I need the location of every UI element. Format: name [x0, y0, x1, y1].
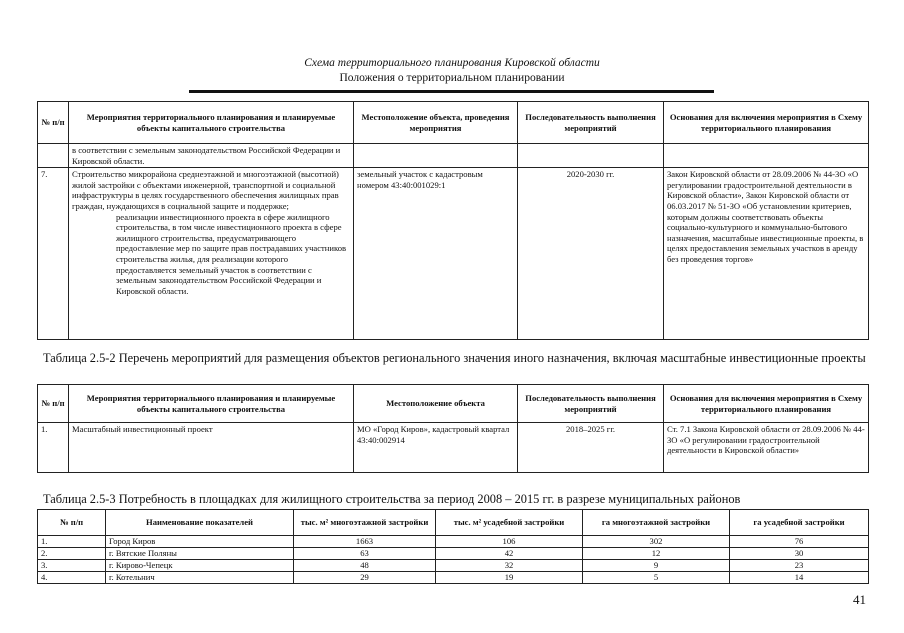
measure-name: Масштабный инвестиционный проект	[69, 423, 354, 473]
continuation-text: в соответствии с земельным законодательством Российской Федерации и Кировской области.	[69, 144, 354, 168]
district-name: г. Вятские Поляны	[106, 548, 294, 560]
column-header-sequence: Последовательность выполнения мероприятий	[518, 385, 664, 423]
value-cell: 48	[294, 560, 436, 572]
basis-cell: Ст. 7.1 Закона Кировской области от 28.09.2006 № 44-ЗО «О регулировании градостроительной деятельности в Кировской области»	[664, 423, 869, 473]
row-number: 1.	[38, 536, 106, 548]
table2-caption: Таблица 2.5-2 Перечень мероприятий для размещения объектов регионального значения иного назначения, включая масштабные инвестиционные проекты	[43, 351, 866, 365]
column-header-multistorey-area: тыс. м² многоэтажной застройки	[294, 510, 436, 536]
period-cell: 2018–2025 гг.	[518, 423, 664, 473]
value-cell: 23	[730, 560, 869, 572]
value-cell: 42	[436, 548, 583, 560]
table-header-row	[38, 102, 869, 144]
column-header-measures: Мероприятия территориального планирования и планируемые объекты капитального строительства	[69, 102, 354, 144]
table-row	[38, 560, 869, 572]
page-number: 41	[853, 592, 866, 607]
value-cell: 9	[583, 560, 730, 572]
column-header-multistorey-ha: га многоэтажной застройки	[583, 510, 730, 536]
value-cell: 302	[583, 536, 730, 548]
table-row	[38, 168, 869, 340]
measures-table	[37, 101, 869, 340]
value-cell: 19	[436, 572, 583, 584]
column-header-sequence: Последовательность выполнения мероприятий	[518, 102, 664, 144]
table-row	[38, 144, 869, 168]
column-header-estate-ha: га усадебной застройки	[730, 510, 869, 536]
location-cell: МО «Город Киров», кадастровый квартал 43:40:002914	[354, 423, 518, 473]
table-row	[38, 548, 869, 560]
regional-objects-table	[37, 384, 869, 473]
column-header-measures: Мероприятия территориального планирования и планируемые объекты капитального строительства	[69, 385, 354, 423]
location-cell: земельный участок с кадастровым номером 43:40:001029:1	[354, 168, 518, 340]
table-row	[38, 572, 869, 584]
column-header-estate-area: тыс. м² усадебной застройки	[436, 510, 583, 536]
table-row	[38, 536, 869, 548]
value-cell: 5	[583, 572, 730, 584]
row-number: 4.	[38, 572, 106, 584]
row-number: 7.	[38, 168, 69, 340]
value-cell: 30	[730, 548, 869, 560]
basis-cell: Закон Кировской области от 28.09.2006 № 44-ЗО «О регулировании градостроительной деятельности в Кировской области», Закон Кировской области от 06.03.2017 № 51-ЗО «Об установлении критериев, которым должны соответствовать объекты социально-культурного и коммунально-бытового назначения, масштабные инвестиционные проекты, в целях предоставления земельных участков в аренду без проведения торгов»	[664, 168, 869, 340]
district-name: г. Котельнич	[106, 572, 294, 584]
value-cell: 29	[294, 572, 436, 584]
column-header-indicator: Наименование показателей	[106, 510, 294, 536]
district-name: Город Киров	[106, 536, 294, 548]
column-header-location: Местоположение объекта	[354, 385, 518, 423]
table-row	[38, 423, 869, 473]
district-name: г. Кирово-Чепецк	[106, 560, 294, 572]
value-cell: 12	[583, 548, 730, 560]
row-number: 3.	[38, 560, 106, 572]
measure-text-a: Строительство микрорайона среднеэтажной и многоэтажной (высотной) жилой застройки с объектами инженерной, транспортной и социальной инфраструктуры в целях государственного обеспечения жилищных прав граждан, нуждающихся в социальной защите и поддержке;	[72, 169, 339, 211]
document-title: Схема территориального планирования Кировской области	[304, 57, 600, 69]
column-header-location: Местоположение объекта, проведения мероприятия	[354, 102, 518, 144]
period-cell: 2020-2030 гг.	[518, 168, 664, 340]
row-number: 2.	[38, 548, 106, 560]
value-cell: 14	[730, 572, 869, 584]
measure-description	[69, 168, 354, 340]
column-header-num: № п/п	[38, 385, 69, 423]
housing-sites-table	[37, 509, 869, 584]
table-header-row	[38, 385, 869, 423]
column-header-num: № п/п	[38, 510, 106, 536]
document-subtitle: Положения о территориальном планировании	[339, 72, 565, 84]
header-divider	[189, 90, 714, 93]
value-cell: 63	[294, 548, 436, 560]
column-header-basis: Основания для включения мероприятия в Схему территориального планирования	[664, 385, 869, 423]
column-header-basis: Основания для включения мероприятия в Схему территориального планирования	[664, 102, 869, 144]
column-header-num: № п/п	[38, 102, 69, 144]
row-number: 1.	[38, 423, 69, 473]
value-cell: 76	[730, 536, 869, 548]
table-header-row	[38, 510, 869, 536]
value-cell: 32	[436, 560, 583, 572]
value-cell: 1663	[294, 536, 436, 548]
measure-text-b: реализации инвестиционного проекта в сфере жилищного строительства, в том числе инвестиционного проекта в сфере жилищного строительства, предусматривающего предоставление мер по защите прав пострадавших участников строительства жилья, для реализации которого предоставляется земельный участок в соответствии с земельным законодательством Российской Федерации и Кировской области.	[116, 211, 347, 296]
value-cell: 106	[436, 536, 583, 548]
table3-caption: Таблица 2.5-3 Потребность в площадках для жилищного строительства за период 2008 – 2015 гг. в разрезе муниципальных районов	[43, 492, 741, 506]
